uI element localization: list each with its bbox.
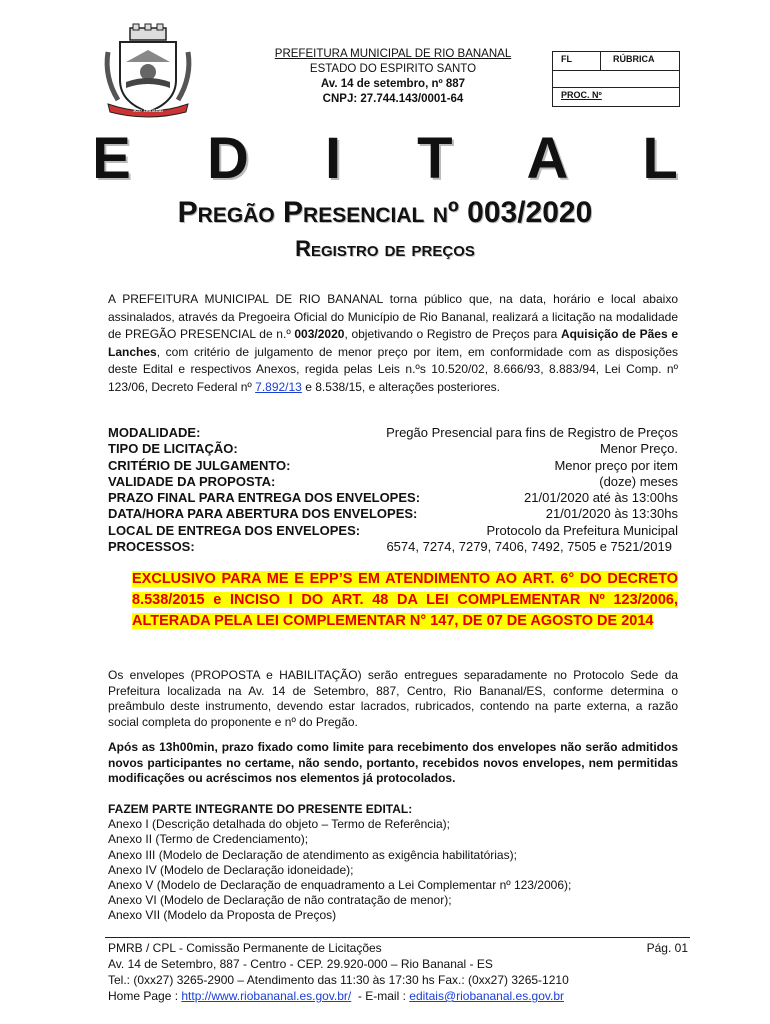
field-row: PROCESSOS: 6574, 7274, 7279, 7406, 7492, 7505 e 7521/2019	[108, 539, 672, 555]
list-item: Anexo VI (Modelo de Declaração de não contratação de menor);	[108, 893, 452, 908]
annex-title: FAZEM PARTE INTEGRANTE DO PRESENTE EDITAL:	[108, 802, 413, 816]
city-hall-name: PREFEITURA MUNICIPAL DE RIO BANANAL	[274, 48, 512, 60]
intro-paragraph: A PREFEITURA MUNICIPAL DE RIO BANANAL torna público que, na data, horário e local abaixo assinalados, através da Pregoeira Oficial do Município de Rio Bananal, realizará a licitação na modalidade de PREGÃO PRESENCIAL de n.º 003/2020, objetivando o Registro de Preços para Aquisição de Pães e Lanches, com critério de julgamento de menor preço por item, em conformidade com as disposições deste Edital e respectivos Anexos, regida pelas Leis n.ºs 10.520/02, 8.666/93, 8.883/94, Lei Comp. nº 123/06, Decreto Federal nº 7.892/13 e 8.538/15, e alterações posteriores.	[108, 292, 679, 394]
field-row: CRITÉRIO DE JULGAMENTO: Menor preço por item	[108, 457, 678, 473]
object-description: Aquisição de Pães e Lanches	[108, 327, 679, 359]
document-subtitle-2: Registro de preços	[295, 236, 475, 261]
footer-commission: PMRB / CPL - Comissão Permanente de Licitações	[108, 941, 382, 955]
seal-motto: Rio Bananal	[133, 108, 163, 114]
field-row: TIPO DE LICITAÇÃO: Menor Preço.	[108, 441, 678, 457]
exclusive-notice: EXCLUSIVO PARA ME E EPP’S EM ATENDIMENTO AO ART. 6° DO DECRETO 8.538/2015 e INCISO I DO ART. 48 DA LEI COMPLEMENTAR Nº 123/2006, ALTERADA PELA LEI COMPLEMENTAR N° 147, DE 07 DE AGOSTO DE 2014	[132, 571, 678, 629]
field-row: LOCAL DE ENTREGA DOS ENVELOPES: Protocolo da Prefeitura Municipal	[108, 522, 678, 538]
footer-address: Av. 14 de Setembro, 887 - Centro - CEP. 29.920-000 – Rio Bananal - ES	[108, 957, 493, 971]
field-row: PRAZO FINAL PARA ENTREGA DOS ENVELOPES: 21/01/2020 até às 13:00hs	[108, 490, 678, 506]
deadline-paragraph: Após as 13h00min, prazo fixado como limite para recebimento dos envelopes não serão admitidos novos participantes no certame, não sendo, portanto, recebidos novos envelopes, nem permitidas modificações ou acréscimos nos elementos já protocolados.	[108, 740, 678, 785]
list-item: Anexo IV (Modelo de Declaração idoneidade);	[108, 862, 354, 877]
address: Av. 14 de setembro, nº 887	[320, 78, 466, 90]
envelope-paragraph: Os envelopes (PROPOSTA e HABILITAÇÃO) serão entregues separadamente no Protocolo Sede da Prefeitura localizada na Av. 14 de Setembro, 887, Centro, Rio Bananal/ES, conforme determina o preâmbulo deste instrumento, devendo estar lacrados, rubricados, contendo na parte externa, a razão social completa do proponente e nº do Pregão.	[108, 668, 678, 729]
list-item: Anexo II (Termo de Credenciamento);	[108, 832, 309, 847]
list-item: Anexo VII (Modelo da Proposta de Preços)	[108, 908, 337, 923]
footer-phone: Tel.: (0xx27) 3265-2900 – Atendimento das 11:30 às 17:30 hs Fax.: (0xx27) 3265-1210	[108, 973, 569, 987]
municipal-seal	[100, 22, 196, 118]
stamp-rubrica: RÚBRICA	[601, 52, 679, 71]
page-number: Pág. 01	[646, 941, 688, 955]
list-item: Anexo I (Descrição detalhada do objeto – Termo de Referência);	[108, 817, 450, 832]
footer: PMRB / CPL - Comissão Permanente de Licitações Pág. 01 Av. 14 de Setembro, 887 - Centro - CEP. 29.920-000 – Rio Bananal - ES Tel.: (0xx27) 3265-2900 – Atendimento das 11:30 às 17:30 hs Fax.: (0xx27) 3265-1210 Home Page : http://www.riobananal.es.gov.br/ - E-mail : editais@riobananal.es.gov.br	[108, 941, 688, 1003]
email-link[interactable]: editais@riobananal.es.gov.br	[409, 989, 564, 1003]
annex-list	[108, 802, 678, 924]
list-item: Anexo V (Modelo de Declaração de enquadramento a Lei Complementar nº 123/2006);	[108, 878, 572, 893]
bid-details	[108, 425, 678, 555]
list-item: Anexo III (Modelo de Declaração de atendimento as exigência habilitatórias);	[108, 847, 517, 862]
protocol-stamp-box	[552, 51, 680, 107]
homepage-link[interactable]: http://www.riobananal.es.gov.br/	[181, 989, 352, 1003]
field-row: DATA/HORA PARA ABERTURA DOS ENVELOPES: 21/01/2020 às 13:30hs	[108, 506, 678, 522]
field-row: VALIDADE DA PROPOSTA: (doze) meses	[108, 473, 678, 489]
state-name: ESTADO DO ESPIRITO SANTO	[309, 63, 477, 75]
decree-link[interactable]: 7.892/13	[255, 379, 302, 394]
stamp-proc: PROC. Nº	[553, 87, 679, 100]
process-number: 003/2020	[294, 327, 345, 341]
stamp-fl: FL	[553, 52, 601, 71]
cnpj: CNPJ: 27.744.143/0001-64	[322, 93, 464, 105]
letterhead	[250, 47, 536, 107]
document-subtitle: Pregão Presencial nº 003/2020	[177, 196, 593, 229]
footer-divider	[105, 937, 690, 938]
field-row: MODALIDADE: Pregão Presencial para fins de Registro de Preços	[108, 425, 678, 440]
document-title: E D I T A L	[92, 126, 708, 191]
